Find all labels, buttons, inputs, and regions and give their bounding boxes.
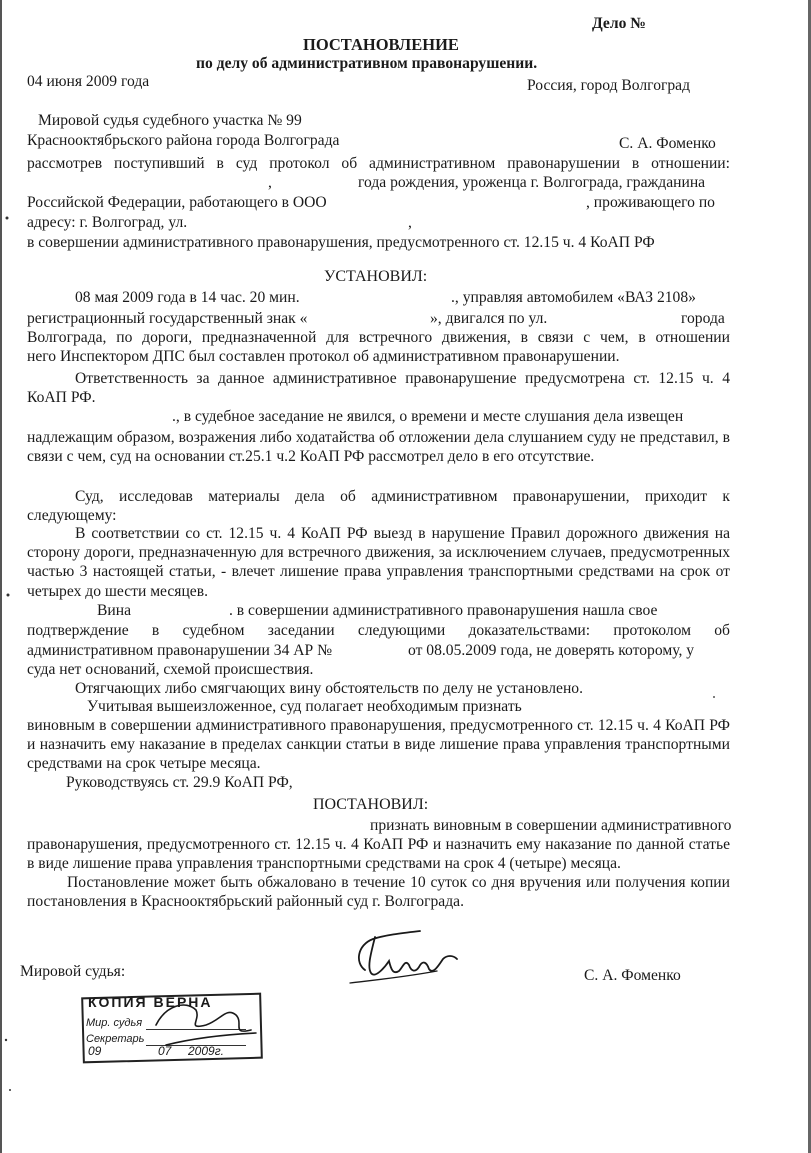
intro-line-4a: , xyxy=(268,174,272,191)
resolved-line-1: признать виновным в совершении административного xyxy=(370,817,732,834)
p6-line-4: суда нет оснований, схемой происшествия. xyxy=(27,661,314,678)
p1-line-1a: 08 мая 2009 года в 14 час. 20 мин. xyxy=(75,289,300,306)
p1-line-2c: города xyxy=(681,310,725,327)
stamp-day: 09 xyxy=(88,1044,102,1058)
p1-line-4: него Инспектором ДПС был составлен протокол об административном правонарушении. xyxy=(27,348,620,365)
p6-line-1b: . в совершении административного правонарушения нашла свое xyxy=(229,602,658,619)
stamp-judge-line: Мир. судья xyxy=(86,1017,143,1029)
case-number-label: Дело № xyxy=(592,15,646,32)
p1-line-2b: », двигался по ул. xyxy=(430,310,548,327)
intro-line-4b: года рождения, уроженца г. Волгограда, гражданина xyxy=(358,174,706,191)
p6-line-3b: от 08.05.2009 года, не доверять которому, у xyxy=(408,642,695,659)
p7-no-circumstances: Отягчающих либо смягчающих вину обстоятельств по делу не установлено. xyxy=(75,680,584,697)
p8-line-1: Учитывая вышеизложенное, суд полагает необходимым признать xyxy=(87,698,522,715)
document-subtitle: по делу об административном правонарушении. xyxy=(196,55,538,72)
p5-law-text: В соответствии со ст. 12.15 ч. 4 КоАП РФ выезд в нарушение Правил дорожного движения на сторону дороги, предназначенную для встречного движения, за исключением случаев, предусмотренных частью 3 настоящей статьи, - влечет лишение права управления транспортными средствами на срок от четырех до шести месяцев. xyxy=(27,525,730,600)
p6-line-1a: Вина xyxy=(97,602,132,619)
intro-line-3: рассмотрев поступивший в суд протокол об административном правонарушении в отношении: xyxy=(27,155,730,172)
intro-line-6b: , xyxy=(408,214,412,231)
document-title: ПОСТАНОВЛЕНИЕ xyxy=(303,35,459,54)
resolved-rest: правонарушения, предусмотренного ст. 12.15 ч. 4 КоАП РФ и назначить ему наказание по данной статье в виде лишение права управления транспортными средствами на срок 4 (четыре) месяца. xyxy=(27,836,730,873)
intro-line-6a: адресу: г. Волгоград, ул. xyxy=(27,214,188,231)
p6-line-2: подтверждение в судебном заседании следующими доказательствами: протоколом об xyxy=(27,622,730,639)
established-heading: УСТАНОВИЛ: xyxy=(324,268,428,285)
p1-line-1b: ., управляя автомобилем «ВАЗ 2108» xyxy=(451,289,696,306)
document-place: Россия, город Волгоград xyxy=(527,77,691,94)
intro-line-1: Мировой судья судебного участка № 99 xyxy=(38,112,302,129)
stamp-year: 2009г. xyxy=(188,1044,224,1058)
p8-rest: виновным в совершении административного правонарушения, предусмотренного ст. 12.15 ч. 4 КоАП РФ и назначить ему наказание в пределах санкции статьи в виде лишение права управления транспортными средствами на срок четыре месяца. xyxy=(27,717,730,773)
judge-label: Мировой судья: xyxy=(20,963,126,980)
intro-line-7: в совершении административного правонарушения, предусмотренного ст. 12.15 ч. 4 КоАП РФ xyxy=(27,234,655,251)
p3-rest: надлежащим образом, возражения либо ходатайства об отложении дела слушанием суду не представил, в связи с чем, суд на основании ст.25.1 ч.2 КоАП РФ рассмотрел дело в его отсутствие. xyxy=(27,429,730,466)
p1-line-2a: регистрационный государственный знак « xyxy=(27,310,308,327)
stamp-title: КОПИЯ ВЕРНА xyxy=(88,994,213,1010)
document-date: 04 июня 2009 года xyxy=(27,73,150,90)
p6-line-3a: административном правонарушении 34 АР № xyxy=(27,642,332,659)
intro-line-5a: Российской Федерации, работающего в ООО xyxy=(27,194,327,211)
judge-name-footer: С. А. Фоменко xyxy=(584,967,681,984)
p9-guided-by: Руководствуясь ст. 29.9 КоАП РФ, xyxy=(66,774,293,791)
p3-line-1: ., в судебное заседание не явился, о времени и месте слушания дела извещен xyxy=(172,408,684,425)
intro-line-5b: , проживающего по xyxy=(586,194,715,211)
p4-court-review: Суд, исследовав материалы дела об административном правонарушении, приходит к следующему: xyxy=(27,488,730,525)
appeal-notice: Постановление может быть обжаловано в течение 10 суток со дня вручения или получения копии постановления в Краснооктябрьский районный суд г. Волгограда. xyxy=(27,874,730,911)
stamp-month: 07 xyxy=(158,1044,172,1058)
resolved-heading: ПОСТАНОВИЛ: xyxy=(313,796,429,813)
p2-responsibility: Ответственность за данное административное правонарушение предусмотрена ст. 12.15 ч. 4 КоАП РФ. xyxy=(27,370,730,407)
intro-line-2: Краснооктябрьского района города Волгограда xyxy=(27,132,340,149)
judge-name-header: С. А. Фоменко xyxy=(619,135,716,152)
p1-line-3: Волгограда, по дороги, предназначенной для встречного движения, в связи с чем, в отношении xyxy=(27,329,730,346)
stamp-secretary-line: Секретарь xyxy=(86,1033,145,1045)
